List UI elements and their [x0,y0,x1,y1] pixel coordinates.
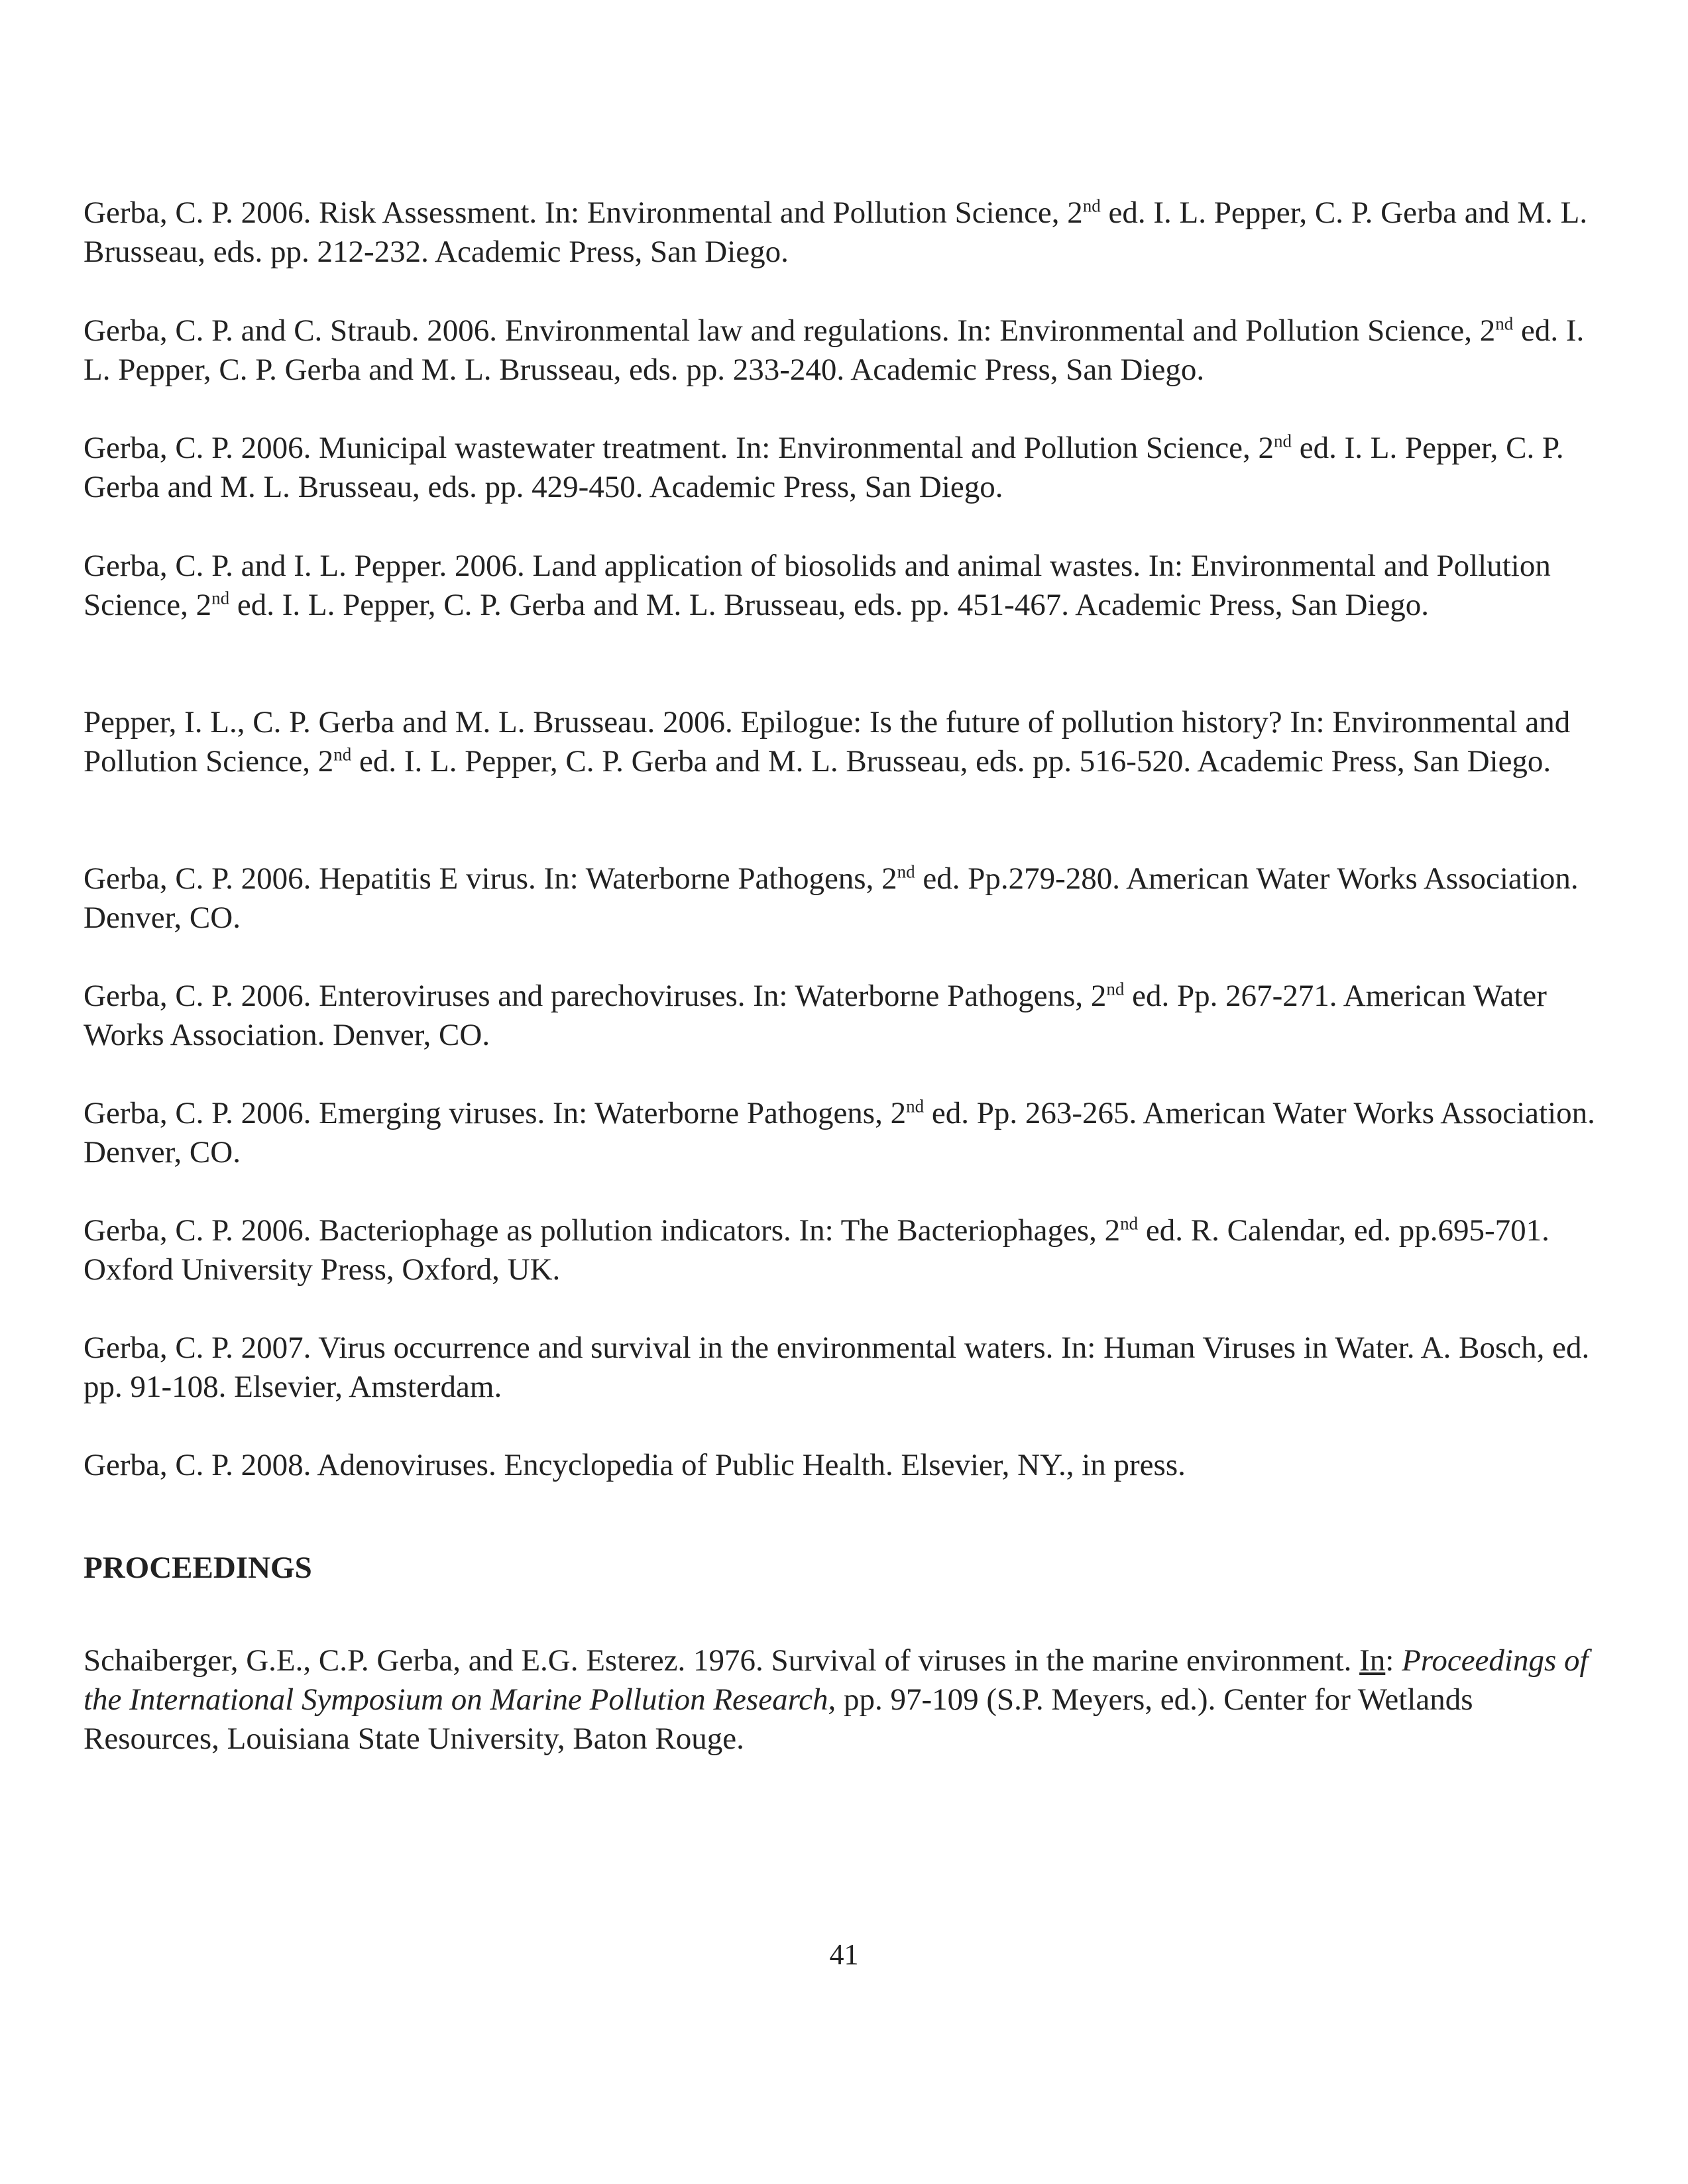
reference-text: Gerba, C. P. and I. L. Pepper. 2006. Land application of biosolids and animal wastes. In: Environmental and Pollution Science, 2 [84,549,1551,622]
proceedings-entry [84,1641,1601,1759]
reference-text: ed. Pp.279-280. American Water Works Association. Denver, CO. [84,861,1579,935]
reference-entry [84,1094,1601,1172]
ordinal-suffix: nd [211,588,230,608]
reference-entry [84,193,1601,272]
reference-text: Gerba, C. P. 2006. Risk Assessment. In: Environmental and Pollution Science, 2 [84,195,1083,230]
reference-text: ed. I. L. Pepper, C. P. Gerba and M. L. Brusseau, eds. pp. 451-467. Academic Press, San Diego. [229,588,1430,622]
reference-text: : [1385,1643,1402,1678]
reference-text: ed. Pp. 267-271. American Water Works Association. Denver, CO. [84,979,1547,1052]
reference-text: pp. 97-109 (S.P. Meyers, ed.). Center for Wetlands Resources, Louisiana State University, Baton Rouge. [84,1682,1473,1756]
ordinal-suffix: nd [1120,1213,1139,1234]
reference-text: Schaiberger, G.E., C.P. Gerba, and E.G. Esterez. 1976. Survival of viruses in the marine environment. [84,1643,1360,1678]
reference-text: ed. Pp. 263-265. American Water Works Association. Denver, CO. [84,1096,1595,1170]
ordinal-suffix: nd [333,744,352,765]
reference-text: ed. I. L. Pepper, C. P. Gerba and M. L. Brusseau, eds. pp. 233-240. Academic Press, San Diego. [84,313,1585,387]
reference-entry [84,429,1601,507]
reference-text: ed. I. L. Pepper, C. P. Gerba and M. L. Brusseau, eds. pp. 212-232. Academic Press, San Diego. [84,195,1588,269]
reference-text: Gerba, C. P. 2006. Bacteriophage as pollution indicators. In: The Bacteriophages, 2 [84,1213,1121,1248]
in-label: In [1359,1643,1386,1678]
reference-entry [84,547,1601,625]
reference-text: ed. I. L. Pepper, C. P. Gerba and M. L. Brusseau, eds. pp. 516-520. Academic Press, San Diego. [351,744,1551,779]
reference-text: Gerba, C. P. 2008. Adenoviruses. Encyclopedia of Public Health. Elsevier, NY., in press. [84,1448,1186,1482]
ordinal-suffix: nd [906,1096,925,1117]
reference-text: Gerba, C. P. and C. Straub. 2006. Environmental law and regulations. In: Environmental and Pollution Science, 2 [84,313,1496,348]
section-heading: PROCEEDINGS [84,1551,312,1585]
ordinal-suffix: nd [1106,979,1125,999]
proceedings-title: Proceedings of the International Symposium on Marine Pollution Research, [84,1643,1589,1717]
ordinal-suffix: nd [897,861,915,882]
reference-entry [84,1446,1601,1485]
reference-text: Pepper, I. L., C. P. Gerba and M. L. Brusseau. 2006. Epilogue: Is the future of pollution history? In: Environmental and Pollution Science, 2 [84,705,1571,779]
reference-entry [84,859,1601,938]
reference-text: Gerba, C. P. 2006. Emerging viruses. In: Waterborne Pathogens, 2 [84,1096,907,1130]
reference-entry [84,1329,1601,1407]
reference-entry [84,1211,1601,1289]
reference-text: Gerba, C. P. 2006. Hepatitis E virus. In: Waterborne Pathogens, 2 [84,861,897,896]
reference-entry [84,703,1601,781]
reference-text: Gerba, C. P. 2006. Municipal wastewater treatment. In: Environmental and Pollution Science, 2 [84,431,1274,465]
reference-text: ed. I. L. Pepper, C. P. Gerba and M. L. Brusseau, eds. pp. 429-450. Academic Press, San Diego. [84,431,1564,504]
reference-entry [84,311,1601,390]
reference-text: Gerba, C. P. 2006. Enteroviruses and parechoviruses. In: Waterborne Pathogens, 2 [84,979,1107,1013]
ordinal-suffix: nd [1082,195,1101,216]
reference-entry [84,977,1601,1055]
page-number: 41 [829,1938,859,1971]
reference-text: ed. R. Calendar, ed. pp.695-701. Oxford University Press, Oxford, UK. [84,1213,1549,1287]
ordinal-suffix: nd [1274,431,1292,451]
reference-text: Gerba, C. P. 2007. Virus occurrence and survival in the environmental waters. In: Human Viruses in Water. A. Bosch, ed. pp. 91-108. Elsevier, Amsterdam. [84,1331,1590,1404]
ordinal-suffix: nd [1495,313,1514,334]
